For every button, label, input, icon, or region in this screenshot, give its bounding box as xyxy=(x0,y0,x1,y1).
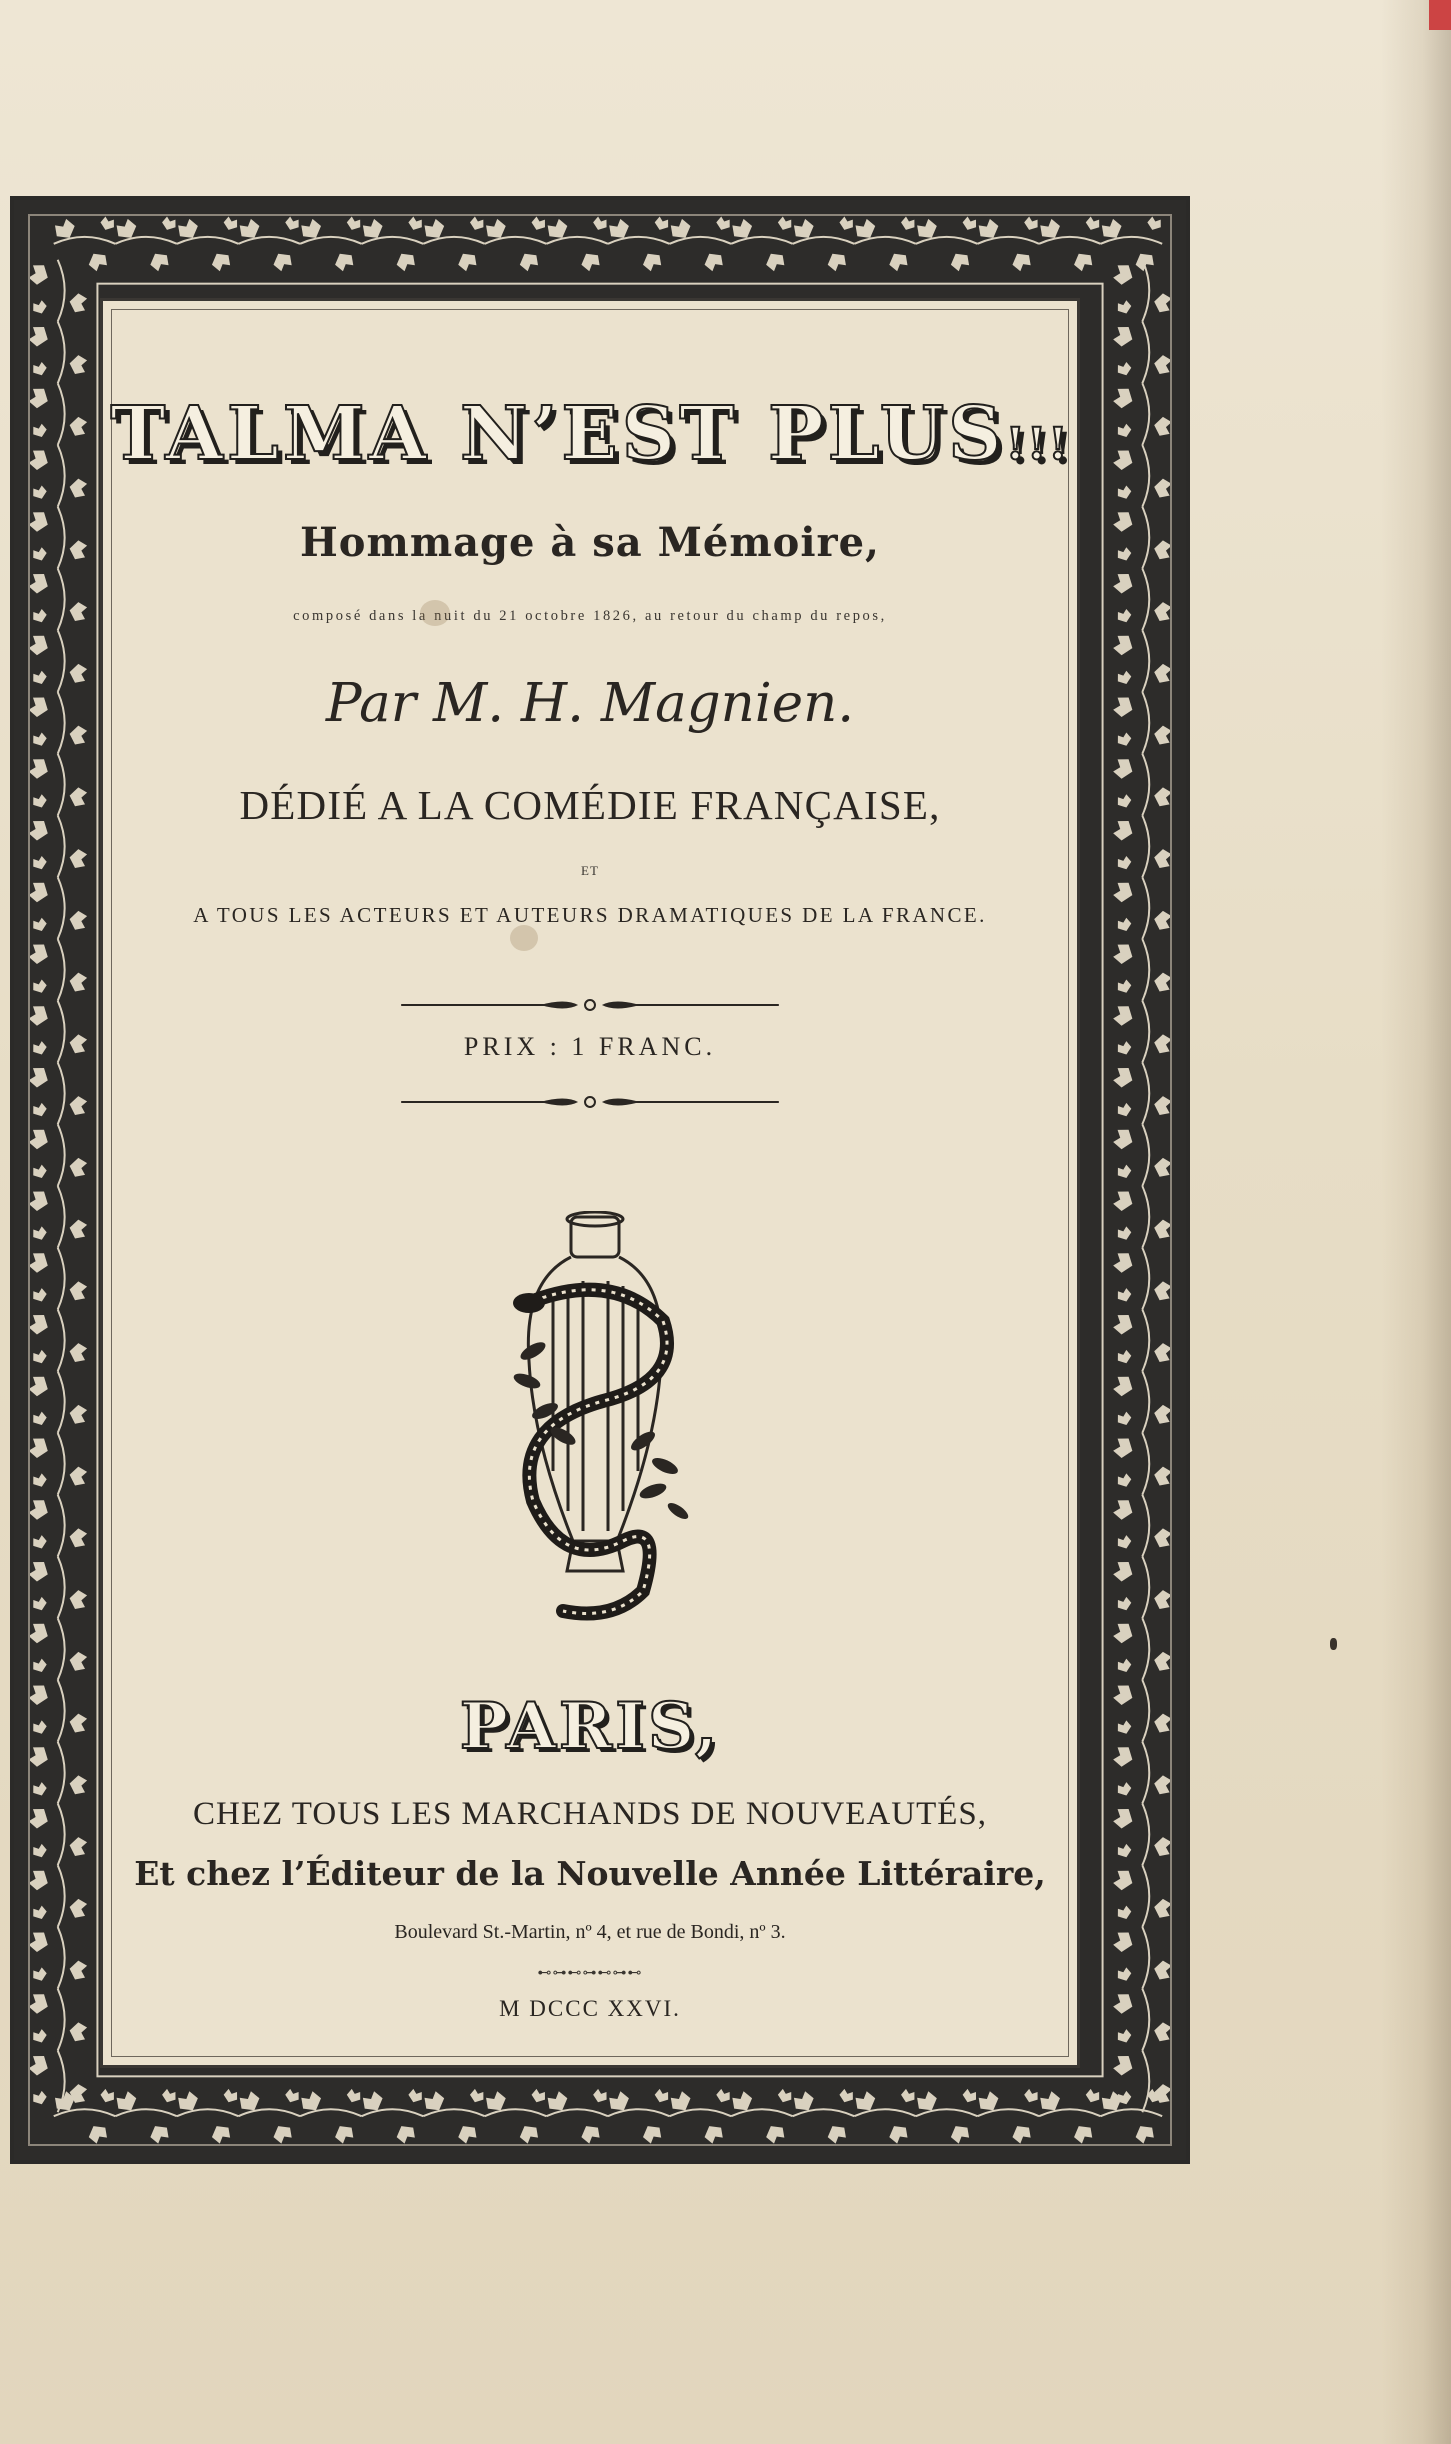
paper-stain xyxy=(420,600,450,626)
panel-inner-rule xyxy=(111,309,1069,2057)
paper-speck xyxy=(1330,1638,1337,1650)
price-label: PRIX : 1 FRANC. xyxy=(463,1032,717,1061)
page-edge-shadow xyxy=(1381,0,1451,2444)
composed-note: composé dans la nuit du 21 octobre 1826, au retour du champ du repos, xyxy=(293,608,887,624)
ornamental-rule-icon xyxy=(103,996,1077,1014)
dotted-divider: ⊷⊶⊷⊶⊷⊶⊷ xyxy=(537,1966,643,1981)
address-line: Boulevard St.-Martin, nº 4, et rue de Bondi, nº 3. xyxy=(394,1921,786,1943)
publisher-line: Et chez l’Éditeur de la Nouvelle Année Littéraire, xyxy=(134,1854,1046,1893)
publication-year: M DCCC XXVI. xyxy=(499,1996,681,2021)
city-title: PARIS, xyxy=(459,1689,721,1764)
author-line: Par M. H. Magnien. xyxy=(325,673,855,734)
title-marks: !!! xyxy=(1005,419,1070,470)
dedication-line: DÉDIÉ A LA COMÉDIE FRANÇAISE, xyxy=(239,782,941,828)
paper-stain xyxy=(510,925,538,951)
title-page-panel xyxy=(100,298,1080,2068)
dedication-line-2: A TOUS LES ACTEURS ET AUTEURS DRAMATIQUES DE LA FRANCE. xyxy=(193,903,987,927)
ornamental-rule-icon xyxy=(103,1093,1077,1111)
urn-serpent-emblem-icon xyxy=(493,1211,693,1631)
title-main: TALMA N’EST PLUS xyxy=(110,391,1006,477)
page-title xyxy=(103,391,1077,477)
corner-tab xyxy=(1429,0,1451,30)
sellers-line: CHEZ TOUS LES MARCHANDS DE NOUVEAUTÉS, xyxy=(193,1796,987,1832)
subtitle: Hommage à sa Mémoire, xyxy=(300,519,880,566)
conjunction: ET xyxy=(581,863,599,878)
